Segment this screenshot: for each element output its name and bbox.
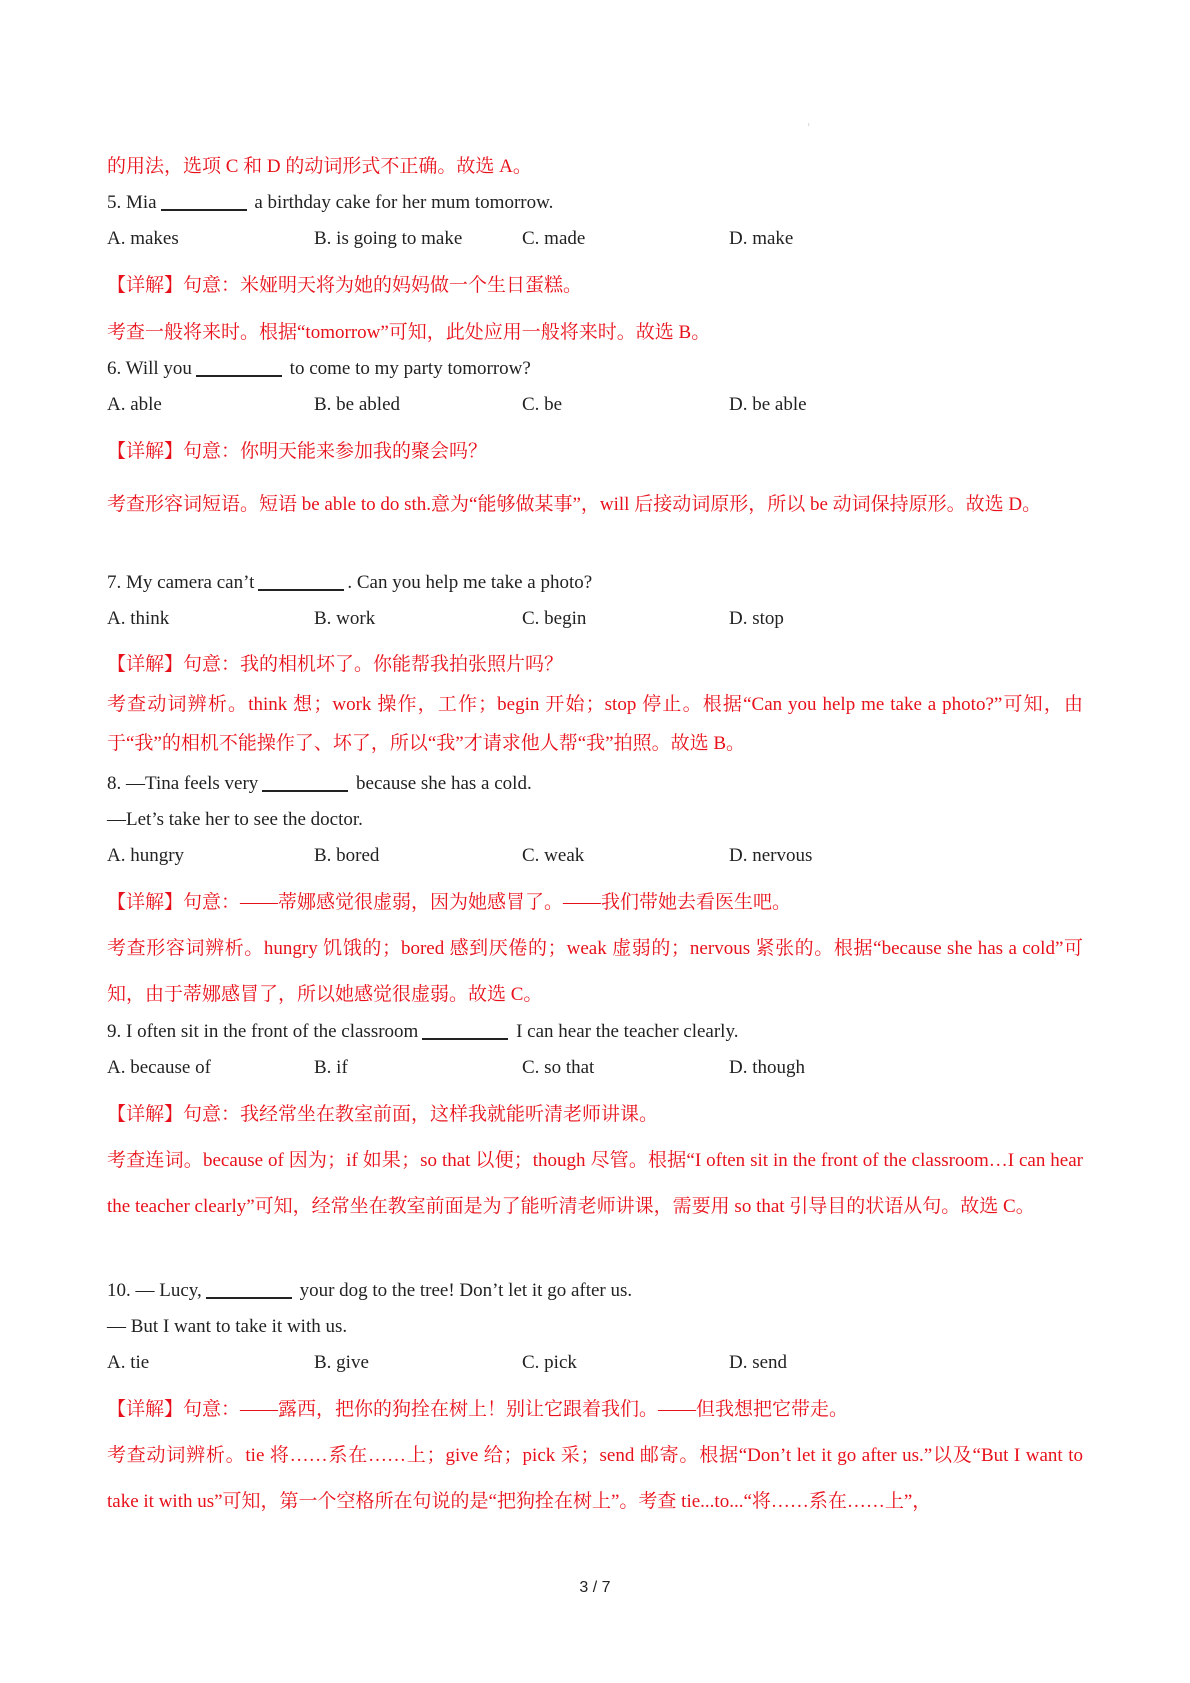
question-8-blank: [262, 772, 348, 792]
question-9-text: [107, 1020, 738, 1044]
question-10-prefix: 10. — Lucy,: [107, 1280, 202, 1301]
question-7-option-b: B. work: [314, 608, 376, 629]
question-8-option-b: B. bored: [314, 845, 380, 866]
page-mark-dot: ı: [808, 122, 810, 128]
question-9-option-d: D. though: [729, 1057, 805, 1078]
question-8-response: —Let’s take her to see the doctor.: [107, 809, 363, 830]
question-7-explanation-analysis: 考查动词辨析。think 想；work 操作，工作；begin 开始；stop 停止。根据“Can you help me take a photo?”可知，由于“我”的相机不能操作了、坏了，所以“我”才请求他人帮“我”拍照。故选 B。: [107, 694, 1083, 754]
intro-tail-line: 的用法，选项 C 和 D 的动词形式不正确。故选 A。: [107, 156, 532, 177]
question-5-prefix: 5. Mia: [107, 192, 157, 213]
question-10-text: [107, 1279, 632, 1303]
question-9-option-b: B. if: [314, 1057, 348, 1078]
question-10-explanation-meaning: 【详解】句意：——露西，把你的狗拴在树上！别让它跟着我们。——但我想把它带走。: [107, 1399, 849, 1420]
question-6-blank: [196, 357, 282, 377]
question-8-explanation-meaning: 【详解】句意：——蒂娜感觉很虚弱，因为她感冒了。——我们带她去看医生吧。: [107, 892, 792, 913]
question-7-option-c: C. begin: [522, 608, 587, 629]
question-7-prefix: 7. My camera can’t: [107, 572, 255, 593]
question-5-blank: [161, 191, 247, 211]
question-7-explanation-meaning: 【详解】句意：我的相机坏了。你能帮我拍张照片吗？: [107, 654, 564, 675]
question-6-explanation-meaning: 【详解】句意：你明天能来参加我的聚会吗？: [107, 441, 488, 462]
question-9-explanation-meaning: 【详解】句意：我经常坐在教室前面，这样我就能听清老师讲课。: [107, 1104, 659, 1125]
question-5-option-b: B. is going to make: [314, 228, 463, 249]
question-7-option-a: A. think: [107, 608, 170, 629]
question-8-option-a: A. hungry: [107, 845, 185, 866]
question-10-option-a: A. tie: [107, 1352, 150, 1373]
question-9-blank: [422, 1020, 508, 1040]
question-6-text: [107, 357, 531, 381]
question-7-option-d: D. stop: [729, 608, 784, 629]
question-7-blank: [258, 571, 344, 591]
question-7-suffix: . Can you help me take a photo?: [347, 572, 593, 593]
question-5-option-d: D. make: [729, 228, 794, 249]
question-6-suffix: to come to my party tomorrow?: [284, 358, 531, 379]
question-6-option-c: C. be: [522, 394, 563, 415]
question-10-suffix: your dog to the tree! Don’t let it go after us.: [294, 1280, 633, 1301]
question-8-prefix: 8. —Tina feels very: [107, 773, 259, 794]
question-5-option-a: A. makes: [107, 228, 179, 249]
question-5-suffix: a birthday cake for her mum tomorrow.: [249, 192, 554, 213]
question-10-blank: [206, 1279, 292, 1299]
page-number: 3 / 7: [579, 1579, 611, 1596]
question-8-text: [107, 772, 532, 796]
question-6-option-d: D. be able: [729, 394, 807, 415]
question-6-prefix: 6. Will you: [107, 358, 192, 379]
question-5-explanation-meaning: 【详解】句意：米娅明天将为她的妈妈做一个生日蛋糕。: [107, 275, 583, 296]
question-10-option-b: B. give: [314, 1352, 369, 1373]
question-9-explanation-analysis: 考查连词。because of 因为；if 如果；so that 以便；though 尽管。根据“I often sit in the front of the classroom…I can hear the teacher clearly”可知，经常坐在教室前面是为了能听清老师讲课，需要用 so that 引导目的状语从句。故选 C。: [107, 1150, 1083, 1217]
question-5-explanation-analysis: 考查一般将来时。根据“tomorrow”可知，此处应用一般将来时。故选 B。: [107, 322, 711, 343]
question-10-response: — But I want to take it with us.: [107, 1316, 348, 1337]
question-8-suffix: because she has a cold.: [351, 773, 532, 794]
question-10-option-c: C. pick: [522, 1352, 577, 1373]
question-9-suffix: I can hear the teacher clearly.: [511, 1021, 739, 1042]
question-6-option-b: B. be abled: [314, 394, 401, 415]
question-6-explanation-analysis: 考查形容词短语。短语 be able to do sth.意为“能够做某事”，will 后接动词原形，所以 be 动词保持原形。故选 D。: [107, 494, 1042, 515]
question-9-prefix: 9. I often sit in the front of the classroom: [107, 1021, 419, 1042]
question-8-option-d: D. nervous: [729, 845, 813, 866]
question-8-explanation-analysis: 考查形容词辨析。hungry 饥饿的；bored 感到厌倦的；weak 虚弱的；nervous 紧张的。根据“because she has a cold”可知，由于蒂娜感冒了，所以她感觉很虚弱。故选 C。: [107, 938, 1083, 1005]
question-7-text: [107, 571, 592, 595]
question-8-option-c: C. weak: [522, 845, 585, 866]
question-5-option-c: C. made: [522, 228, 586, 249]
question-9-option-a: A. because of: [107, 1057, 211, 1078]
question-6-option-a: A. able: [107, 394, 162, 415]
question-5-text: [107, 191, 553, 215]
question-10-explanation-analysis: 考查动词辨析。tie 将……系在……上；give 给；pick 采；send 邮寄。根据“Don’t let it go after us.”以及“But I want to take it with us”可知，第一个空格所在句说的是“把狗拴在树上”。考查 tie...to...“将……系在……上”，: [107, 1445, 1083, 1512]
question-10-option-d: D. send: [729, 1352, 788, 1373]
question-9-option-c: C. so that: [522, 1057, 595, 1078]
